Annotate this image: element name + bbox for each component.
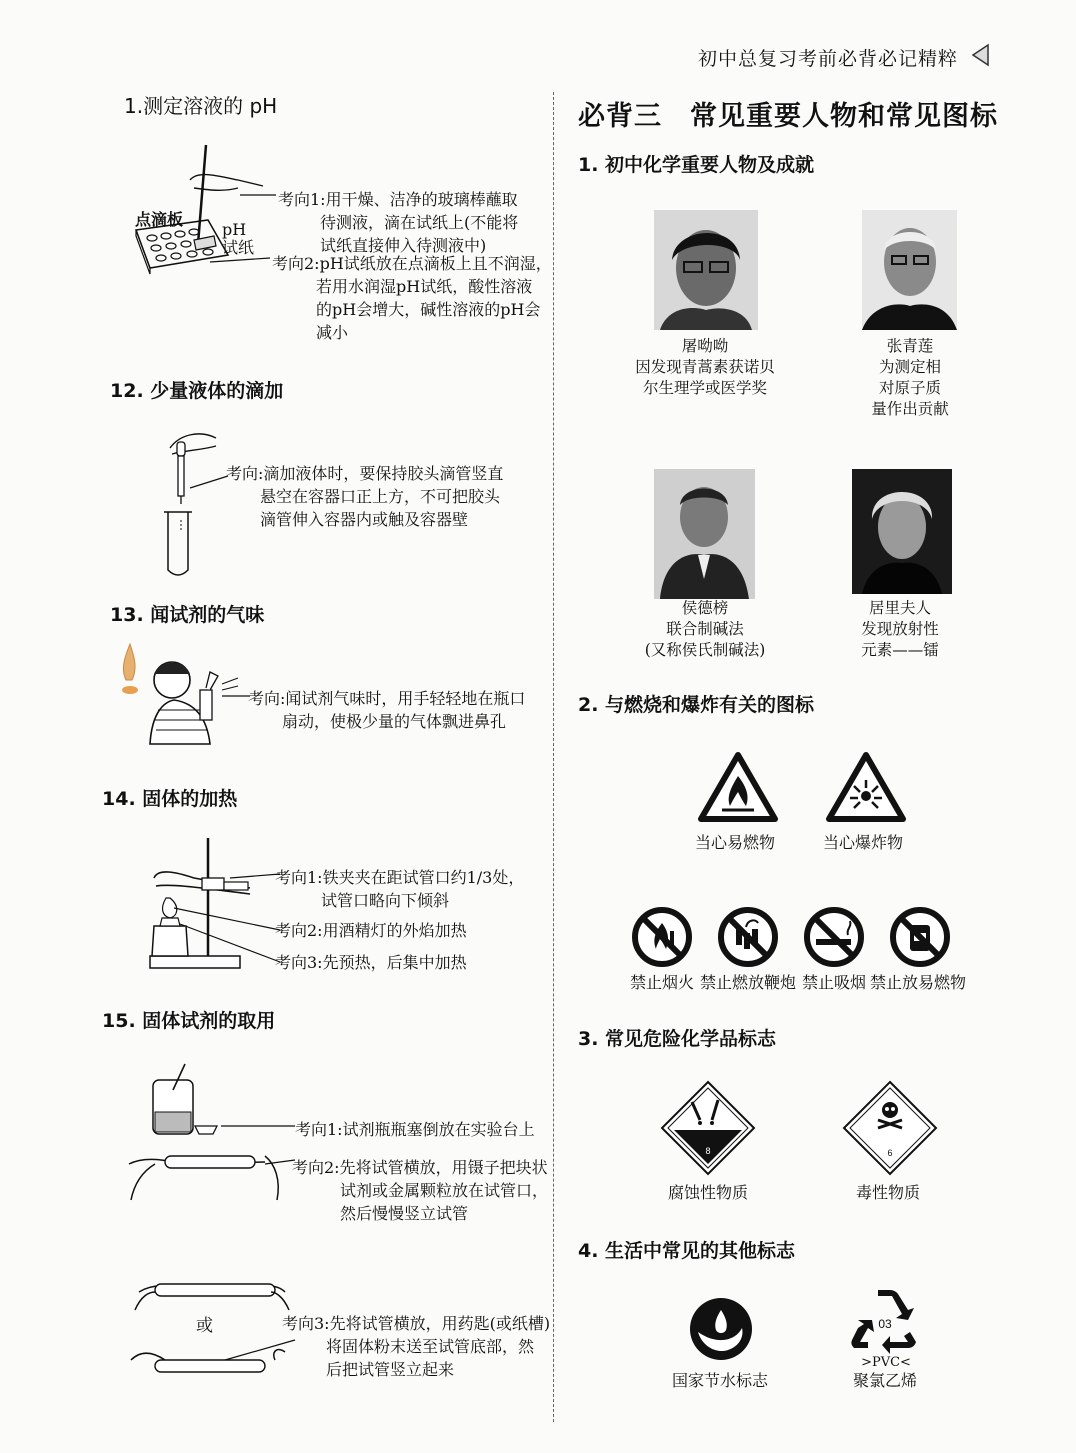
page-header-title: 初中总复习考前必背必记精粹	[697, 48, 958, 70]
section-dropping-title: 12. 少量液体的滴加	[110, 380, 284, 402]
label-test-paper: 试纸	[222, 238, 255, 257]
sub-title-fire-signs: 2. 与燃烧和爆炸有关的图标	[578, 694, 815, 716]
toxic-class-number: 6	[887, 1148, 893, 1158]
label-no-flammable-materials: 禁止放易燃物	[869, 973, 966, 992]
caption-zhang-qinglian: 张青莲 为测定相 对原子质 量作出贡献	[871, 337, 949, 418]
label-no-firecrackers: 禁止燃放鞭炮	[699, 973, 796, 992]
smell-note: 考向:闻试剂气味时，用手轻轻地在瓶口 扇动，使极少量的气体飘进鼻孔	[248, 689, 526, 731]
corrosive-hazard-icon	[660, 1080, 756, 1176]
section-solid-title: 15. 固体试剂的取用	[102, 1010, 276, 1032]
water-saving-logo-icon	[688, 1296, 754, 1362]
ph-note-2: 考向2:pH试纸放在点滴板上且不润湿， 若用水润湿pH试纸，酸性溶液 的pH会增大，碱性溶液的pH会 减小	[272, 254, 552, 342]
solid-note-3: 考向3:先将试管横放，用药匙(或纸槽) 将固体粉末送至试管底部，然 后把试管竖立起来	[282, 1314, 551, 1379]
portrait-tu-youyou	[654, 210, 758, 330]
explosive-warning-icon	[826, 752, 906, 822]
label-no-open-flame: 禁止烟火	[629, 973, 694, 992]
sub-title-people: 1. 初中化学重要人物及成就	[578, 154, 815, 176]
label-ph: pH	[222, 220, 247, 239]
no-open-flame-icon	[630, 905, 694, 969]
column-divider	[553, 92, 554, 1422]
heating-note-2: 考向2:用酒精灯的外焰加热	[275, 921, 467, 940]
sub-title-other-signs: 4. 生活中常见的其他标志	[578, 1240, 796, 1262]
no-smoking-icon	[802, 905, 866, 969]
no-flammable-materials-icon	[888, 905, 952, 969]
label-pvc: 聚氯乙烯	[852, 1371, 917, 1390]
label-flammable: 当心易燃物	[694, 833, 775, 852]
dropper-illustration	[150, 420, 230, 580]
label-explosive: 当心爆炸物	[822, 833, 903, 852]
heating-note-1: 考向1:铁夹夹在距试管口约1/3处， 试管口略向下倾斜	[275, 868, 525, 910]
toxic-hazard-icon	[842, 1080, 938, 1176]
label-no-smoking: 禁止吸烟	[801, 973, 866, 992]
resin-code-number: 03	[878, 1317, 892, 1331]
corrosive-class-number: 8	[705, 1146, 711, 1156]
caption-tu-youyou: 屠呦呦 因发现青蒿素获诺贝 尔生理学或医学奖	[635, 337, 775, 397]
solid-note-2: 考向2:先将试管横放，用镊子把块状 试剂或金属颗粒放在试管口， 然后慢慢竖立试管	[292, 1158, 549, 1223]
heating-note-3: 考向3:先预热，后集中加热	[275, 953, 467, 972]
caption-marie-curie: 居里夫人 发现放射性 元素——镭	[861, 599, 939, 659]
portrait-hou-debang	[654, 469, 755, 599]
sub-title-hazard-signs: 3. 常见危险化学品标志	[578, 1028, 777, 1050]
label-spot-plate: 点滴板	[135, 210, 184, 229]
label-corrosive: 腐蚀性物质	[667, 1183, 748, 1202]
section-heating-title: 14. 固体的加热	[102, 788, 238, 810]
solid-note-1: 考向1:试剂瓶瓶塞倒放在实验台上	[295, 1120, 535, 1139]
ph-note-1: 考向1:用干燥、洁净的玻璃棒蘸取 待测液，滴在试纸上(不能将 试纸直接伸入待测液中)	[278, 190, 519, 255]
section-smell-title: 13. 闻试剂的气味	[110, 604, 265, 626]
no-firecrackers-icon	[716, 905, 780, 969]
dropper-note: 考向:滴加液体时，要保持胶头滴管竖直 悬空在容器口正上方，不可把胶头 滴管伸入容器内或触及容器壁	[226, 464, 504, 529]
page-tab-triangle-icon	[970, 44, 992, 66]
caption-hou-debang: 侯德榜 联合制碱法 (又称侯氏制碱法)	[644, 599, 766, 659]
portrait-zhang-qinglian	[862, 210, 957, 330]
smell-illustration	[110, 640, 260, 750]
recycling-pvc-icon	[850, 1290, 920, 1356]
pvc-code-label: >PVC<	[861, 1355, 911, 1370]
label-toxic: 毒性物质	[855, 1183, 920, 1202]
solid-reagent-illustration	[125, 1060, 305, 1420]
section-ph-title: 1.测定溶液的 pH	[124, 94, 278, 118]
chapter-title: 必背三 常见重要人物和常见图标	[578, 101, 998, 132]
heating-illustration	[140, 838, 290, 978]
label-water-saving: 国家节水标志	[671, 1371, 768, 1390]
or-label: 或	[196, 1316, 213, 1336]
portrait-marie-curie	[852, 469, 952, 594]
flammable-warning-icon	[698, 752, 778, 822]
